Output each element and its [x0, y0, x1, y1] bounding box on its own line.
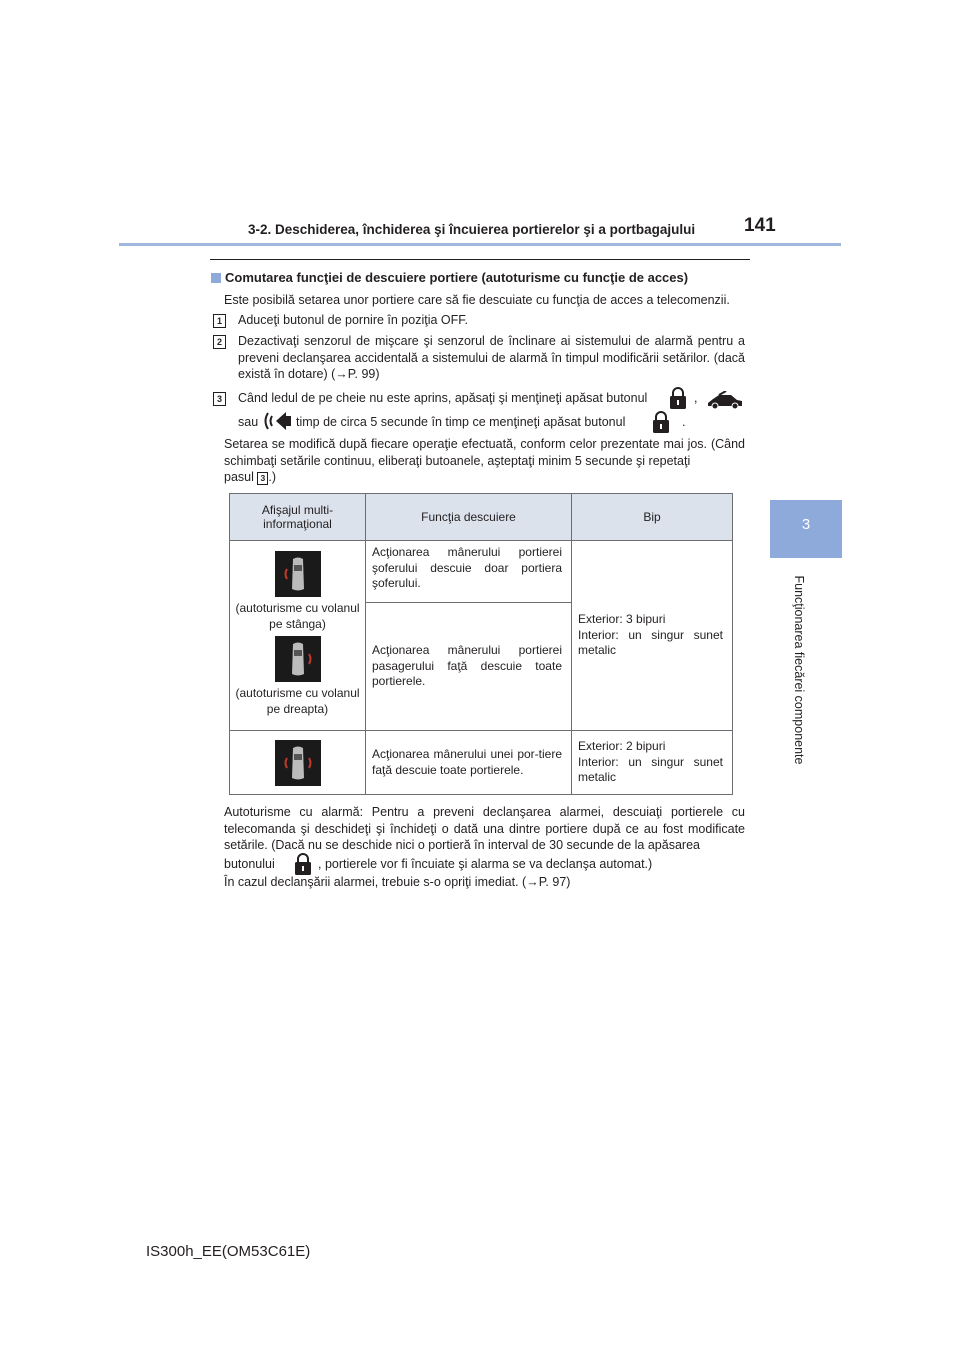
alarm-note-last: În cazul declanşării alarmei, trebuie s-o opriţi imediat. (→P. 97)	[224, 875, 571, 889]
alarm-note: Autoturisme cu alarmă: Pentru a preveni declanşarea alarmei, descuiaţi portierele cu telecomanda şi deschideţi şi închideţi o dată una dintre portiere după ce au fost modificate setările. (Dacă nu se deschide nici o portieră în interval de 30 secunde de la apăsarea	[224, 805, 745, 852]
step-number-2: 2	[213, 335, 226, 349]
header-display: Afişajul multi-informaţional	[230, 494, 366, 541]
func-text-2: Acţionarea mânerului portierei pasagerului faţă descuie toate portierele.	[372, 643, 562, 689]
settings-note: Setarea se modifică după fiecare operaţie efectuată, conform celor prezentate mai jos. (Când schimbaţi setările continuu, eliberaţi butoanele, aşteptaţi minim 5 secunde şi repetaţi	[224, 437, 745, 468]
beep-cell-3	[572, 731, 733, 795]
section-title-text: Comutarea funcţiei de descuiere portiere (autoturisme cu funcţie de acces)	[225, 270, 689, 285]
beep-text-3: Exterior: 2 bipuri Interior: un singur sunet metalic	[578, 739, 723, 785]
note-step-ref: 3	[257, 472, 268, 485]
lock-button-icon	[668, 386, 688, 410]
alarm-note-tail: , portierele vor fi încuiate şi alarma se va declanşa automat.)	[318, 857, 653, 871]
func-cell-3	[366, 731, 572, 795]
note-step-prefix: pasul	[224, 470, 254, 484]
func-cell-2	[366, 603, 572, 731]
alarm-note-button: butonului	[224, 857, 275, 871]
header-function: Funcţia descuiere	[366, 494, 572, 541]
chapter-side-label: Funcţionarea fiecărei componente	[792, 575, 806, 765]
step-3-or: sau	[238, 415, 259, 429]
note-step-suffix: .)	[268, 470, 277, 484]
settings-note-end	[224, 469, 276, 486]
chapter-title: 3-2. Deschiderea, închiderea şi încuierea portierelor şi a portbagajului	[248, 222, 696, 237]
lock-button-icon	[293, 852, 313, 876]
step-3-line-1: Când ledul de pe cheie nu este aprins, apăsaţi şi menţineţi apăsat butonul	[238, 391, 648, 405]
panic-button-icon	[262, 409, 292, 433]
step-3-period: .	[682, 415, 686, 429]
step-3-comma: ,	[694, 391, 698, 405]
step-text-2: Dezactivaţi senzorul de mişcare şi senzorul de înclinare ai sistemului de alarmă pentru a preveni declanşarea accidentală a sistemului de alarmă în timpul modificării setărilor. (dacă există în dotare) (→P. 99)	[238, 334, 745, 381]
func-cell-1	[366, 541, 572, 603]
car-display-icon	[275, 636, 321, 682]
section-title	[211, 270, 688, 285]
header-divider	[119, 243, 841, 246]
caption-rhd: (autoturisme cu volanul pe dreapta)	[235, 686, 360, 716]
section-intro: Este posibilă setarea unor portiere care să fie descuiate cu funcţia de acces a telecomenzii.	[224, 293, 730, 307]
step-text-1: Aduceţi butonul de pornire în poziţia OFF.	[238, 313, 468, 327]
chapter-tab: 3	[770, 500, 842, 558]
step-number-1: 1	[213, 314, 226, 328]
step-3-line-2: timp de circa 5 secunde în timp ce menţineţi apăsat butonul	[296, 415, 626, 429]
display-cell-3	[230, 731, 366, 795]
func-text-3: Acţionarea mânerului unei por-tiere faţă descuie toate portierele.	[372, 747, 562, 777]
beep-text-12: Exterior: 3 bipuri Interior: un singur sunet metalic	[578, 612, 723, 658]
header-beep: Bip	[572, 494, 733, 541]
func-text-1: Acţionarea mânerului portierei şoferului descuie doar portiera şoferului.	[372, 545, 562, 590]
step-number-3: 3	[213, 392, 226, 406]
manual-code: IS300h_EE(OM53C61E)	[146, 1243, 311, 1260]
car-display-icon	[275, 740, 321, 786]
car-display-icon	[275, 551, 321, 597]
beep-cell-12	[572, 541, 733, 731]
page-number: 141	[744, 215, 776, 236]
trunk-button-icon	[706, 391, 744, 411]
bullet-square-icon	[211, 273, 221, 283]
chapter-side-label-wrap	[786, 567, 808, 777]
caption-lhd: (autoturisme cu volanul pe stânga)	[235, 601, 360, 631]
lock-button-icon	[651, 410, 671, 434]
unlock-settings-table	[229, 493, 733, 795]
display-cell-12	[230, 541, 366, 731]
section-rule	[210, 259, 750, 260]
